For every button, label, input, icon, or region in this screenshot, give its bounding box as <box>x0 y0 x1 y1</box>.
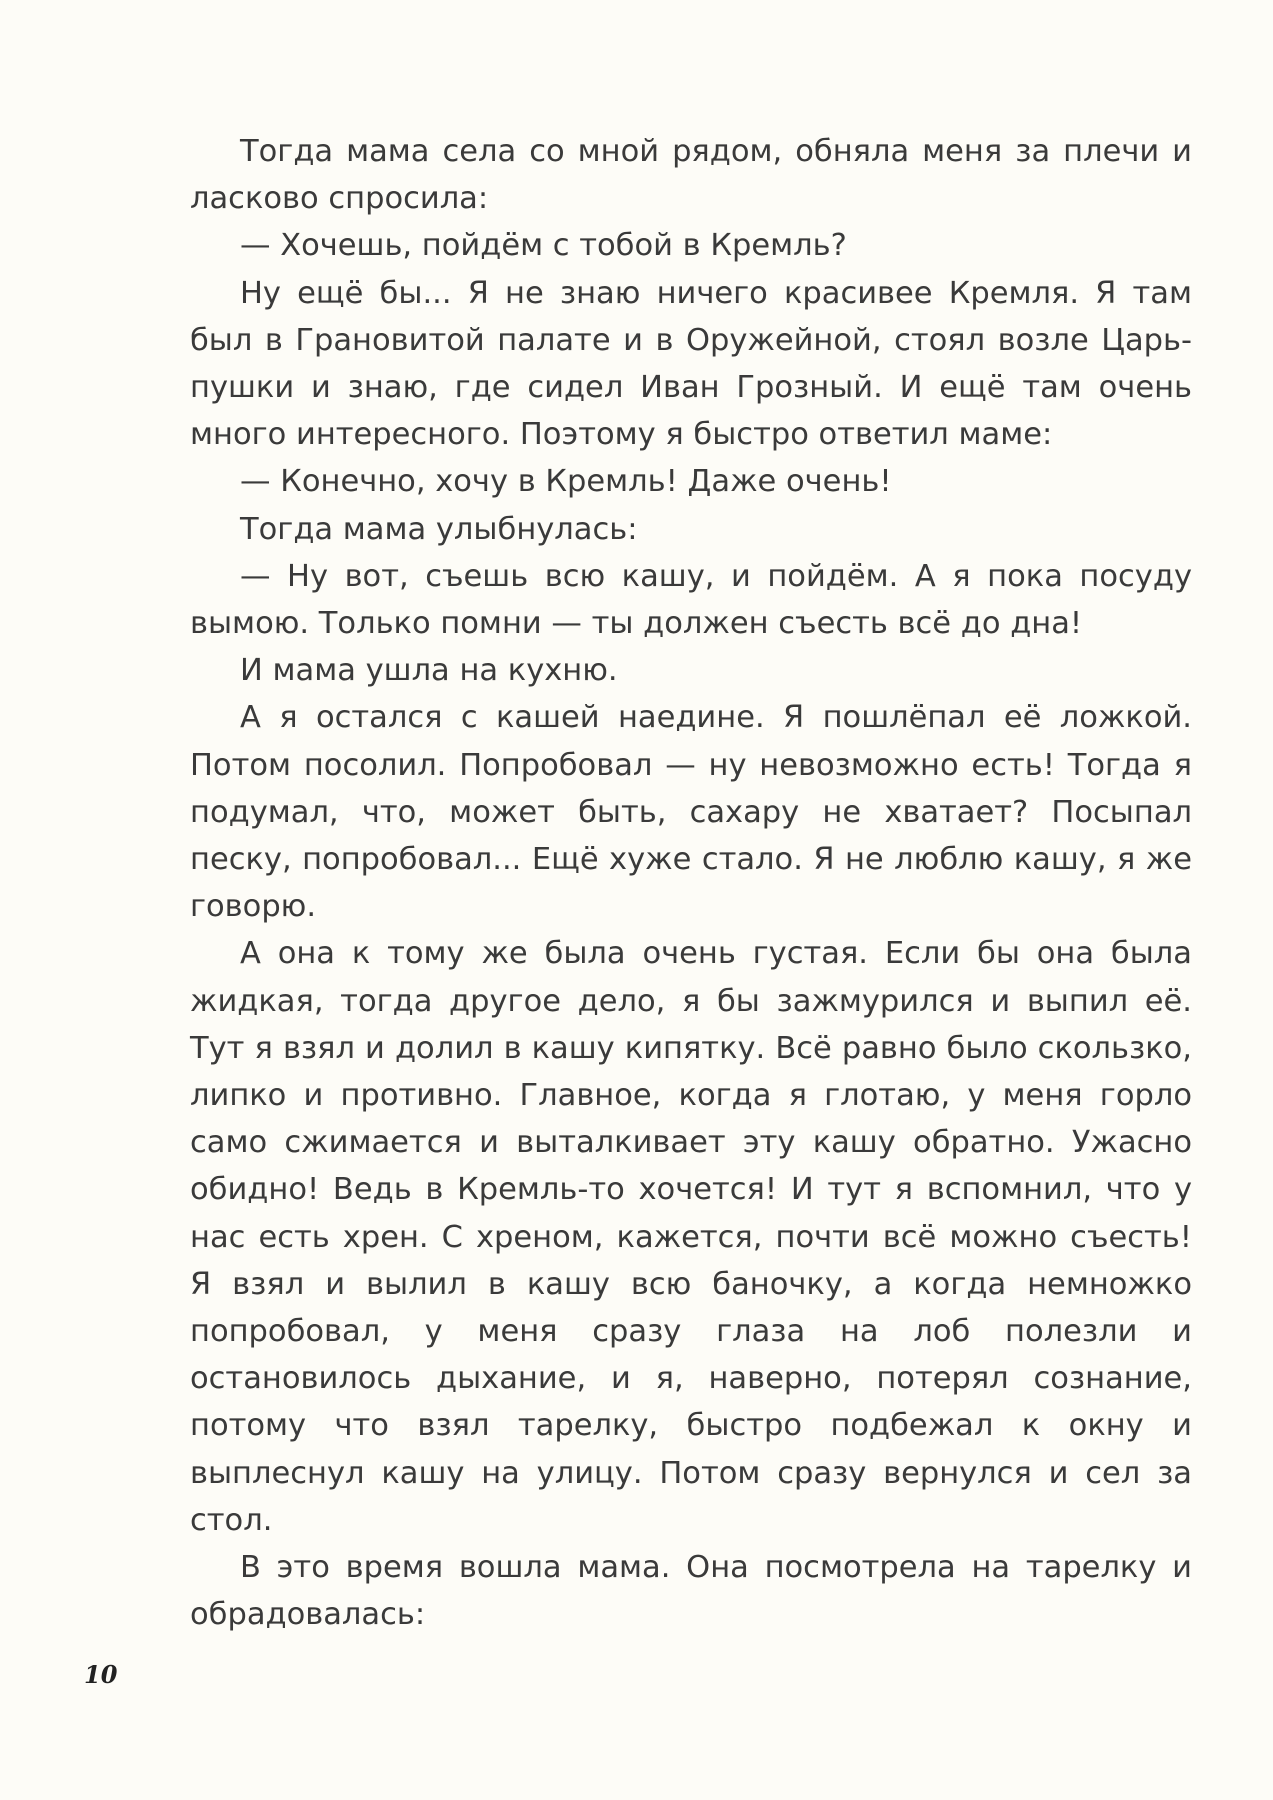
paragraph: — Ну вот, съешь всю кашу, и пойдём. А я пока посуду вымою. Только помни — ты должен съесть всё до дна! <box>190 558 1192 642</box>
paragraph: А она к тому же была очень густая. Если бы она была жидкая, тогда другое дело, я бы зажмурился и выпил её. Тут я взял и долил в кашу кипятку. Всё равно было скользко, липко и противно. Главное, когда я глотаю, у меня горло само сжимается и выталкивает эту кашу обратно. Ужасно обидно! Ведь в Кремль-то хочется! И тут я вспомнил, что у нас есть хрен. С хреном, кажется, почти всё можно съесть! Я взял и вылил в кашу всю баночку, а когда немножко попробовал, у меня сразу глаза на лоб полезли и остановилось дыхание, и я, наверно, потерял сознание, потому что взял тарелку, быстро подбежал к окну и выплеснул кашу на улицу. Потом сразу вернулся и сел за стол. <box>190 936 1192 1538</box>
paragraph: Тогда мама села со мной рядом, обняла меня за плечи и ласково спросила: <box>190 134 1192 217</box>
paragraph: В это время вошла мама. Она посмотрела на тарелку и обрадовалась: <box>190 1550 1192 1633</box>
paragraph: — Конечно, хочу в Кремль! Даже очень! <box>240 464 892 500</box>
paragraph: И мама ушла на кухню. <box>240 653 618 689</box>
page-number: 10 <box>84 1660 118 1689</box>
story-text <box>190 128 1192 1639</box>
paragraph: Тогда мама улыбнулась: <box>240 511 638 547</box>
paragraph: — Хочешь, пойдём с тобой в Кремль? <box>240 228 847 264</box>
paragraph: Ну ещё бы... Я не знаю ничего красивее Кремля. Я там был в Грановитой палате и в Оружейной, стоял возле Царь-пушки и знаю, где сидел Иван Грозный. И ещё там очень много интересного. Поэтому я быстро ответил маме: <box>190 275 1192 453</box>
paragraph: А я остался с кашей наедине. Я пошлёпал её ложкой. Потом посолил. Попробовал — ну невозможно есть! Тогда я подумал, что, может быть, сахару не хватает? Посыпал песку, попробовал... Ещё хуже стало. Я не люблю кашу, я же говорю. <box>190 700 1192 925</box>
